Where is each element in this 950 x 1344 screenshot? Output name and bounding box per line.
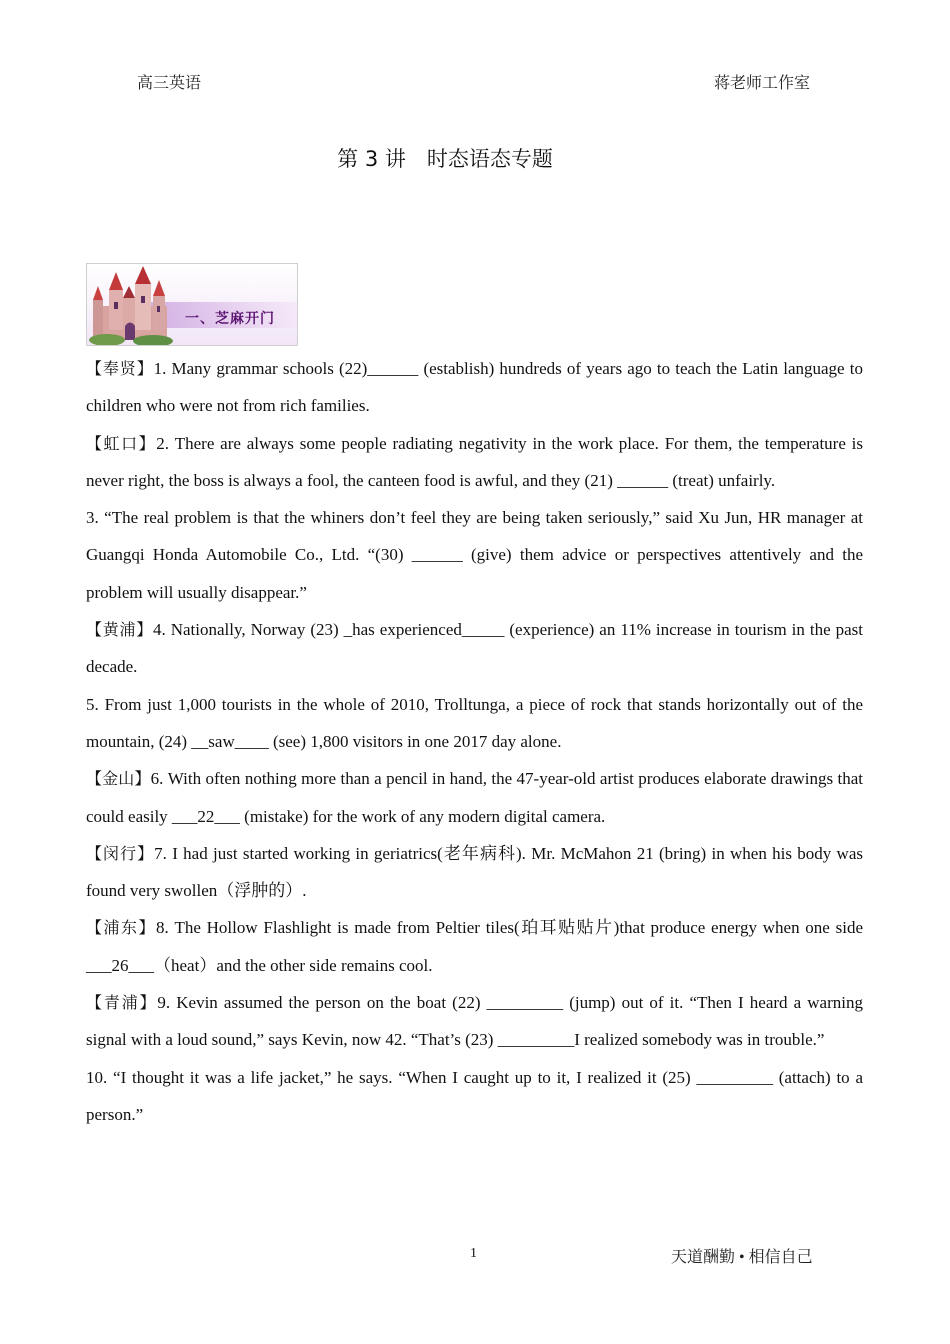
footer-motto: 天道酬勤 • 相信自己 xyxy=(671,1249,813,1266)
page-title: 第 3 讲 时态语态专题 xyxy=(337,147,553,171)
banner-label: 一、芝麻开门 xyxy=(185,311,275,327)
question-list xyxy=(86,350,863,1133)
question-text: 2. There are always some people radiating negativity in the work place. For them, the temperature is never right, the boss is always a fool, the canteen food is awful, and they (21) ______ (treat) unfairly. xyxy=(86,433,863,490)
question-source: 【虹口】 xyxy=(86,433,157,453)
question-2 xyxy=(86,425,863,500)
question-text: 8. The Hollow Flashlight is made from Peltier tiles(珀耳贴贴片)that produce energy when one side ___26___（heat）and the other side remains cool. xyxy=(86,918,863,975)
question-source: 【金山】 xyxy=(86,769,151,789)
question-text: 10. “I thought it was a life jacket,” he says. “When I caught up to it, I realized it (25) _________ (attach) to a person.” xyxy=(86,1067,863,1124)
question-source: 【奉贤】 xyxy=(86,359,154,378)
question-source: 【浦东】 xyxy=(86,918,156,938)
question-4 xyxy=(86,611,863,686)
question-source: 【青浦】 xyxy=(86,993,158,1013)
question-text: 7. I had just started working in geriatrics(老年病科). Mr. McMahon 21 (bring) in when his body was found very swollen（浮肿的）. xyxy=(86,843,863,901)
question-6 xyxy=(86,760,863,835)
page-number: 1 xyxy=(470,1246,477,1261)
question-8 xyxy=(86,909,863,984)
question-text: 4. Nationally, Norway (23) _has experienced_____ (experience) an 11% increase in tourism in the past decade. xyxy=(86,620,863,677)
castle-icon xyxy=(87,264,297,345)
question-text: 3. “The real problem is that the whiners don’t feel they are being taken seriously,” said Xu Jun, HR manager at Guangqi Honda Automobile Co., Ltd. “(30) ______ (give) them advice or perspectives attentively and the problem will usually disappear.” xyxy=(86,508,863,602)
question-text: 6. With often nothing more than a pencil in hand, the 47-year-old artist produces elaborate drawings that could easily ___22___ (mistake) for the work of any modern digital camera. xyxy=(86,769,863,826)
header-studio: 蒋老师工作室 xyxy=(714,75,811,92)
question-1 xyxy=(86,350,863,425)
question-source: 【闵行】 xyxy=(86,843,155,863)
section-banner xyxy=(86,263,298,346)
header-subject: 高三英语 xyxy=(137,75,202,92)
question-source: 【黄浦】 xyxy=(86,620,153,640)
question-9 xyxy=(86,984,863,1059)
question-3 xyxy=(86,499,863,611)
question-text: 1. Many grammar schools (22)______ (establish) hundreds of years ago to teach the Latin language to children who were not from rich families. xyxy=(86,359,863,416)
question-10 xyxy=(86,1059,863,1134)
question-text: 9. Kevin assumed the person on the boat (22) _________ (jump) out of it. “Then I heard a warning signal with a loud sound,” says Kevin, now 42. “That’s (23) _________I realized somebody was in trouble.” xyxy=(86,993,863,1050)
question-text: 5. From just 1,000 tourists in the whole of 2010, Trolltunga, a piece of rock that stands horizontally out of the mountain, (24) __saw____ (see) 1,800 visitors in one 2017 day alone. xyxy=(86,694,863,751)
question-7 xyxy=(86,835,863,910)
question-5 xyxy=(86,686,863,761)
